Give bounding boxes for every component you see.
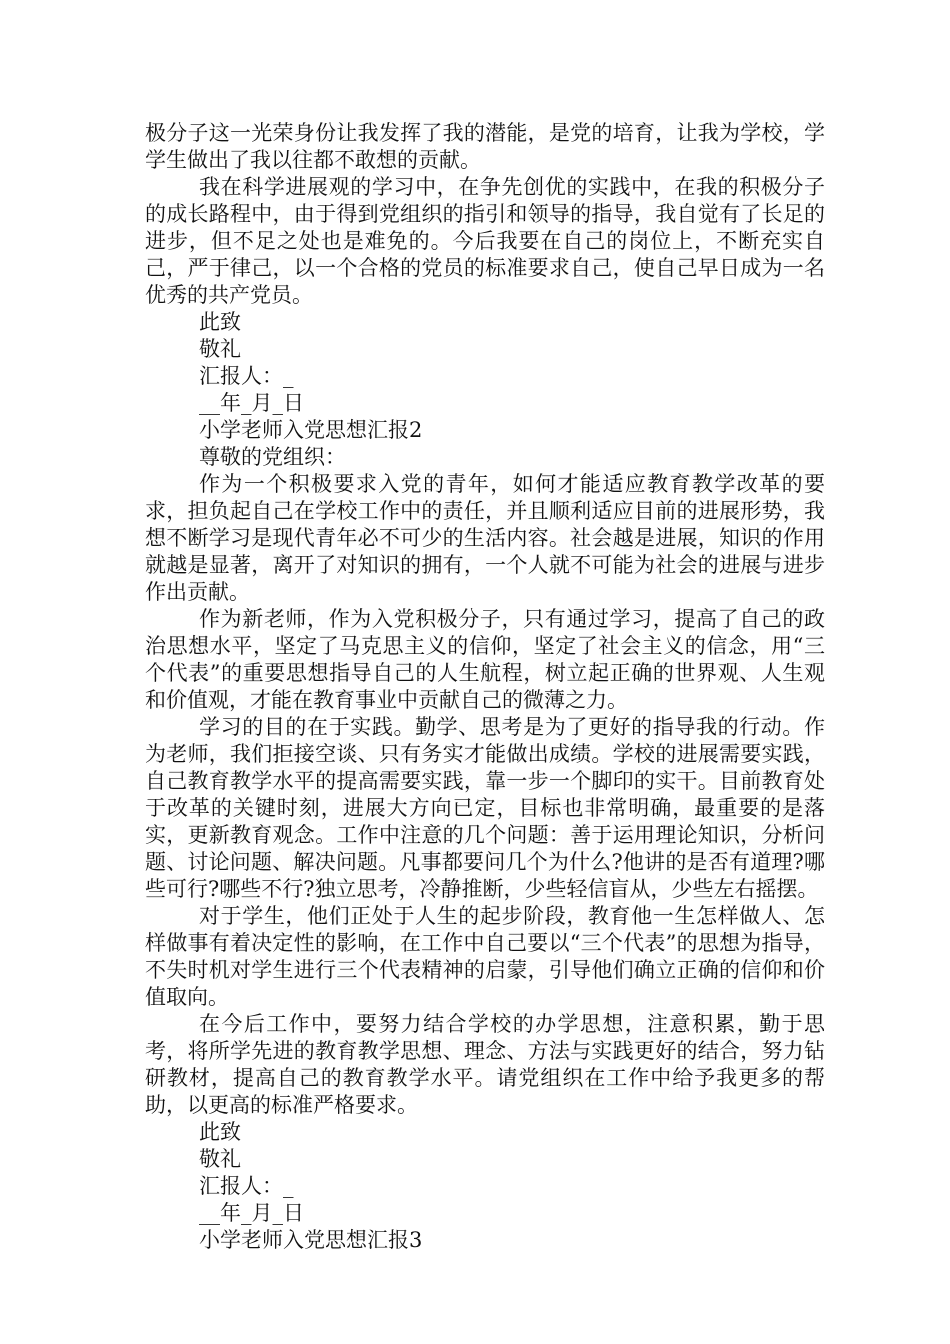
salutation: 尊敬的党组织：: [199, 445, 346, 469]
document-body: [145, 120, 825, 1254]
paragraph-future-work: 在今后工作中，要努力结合学校的办学思想，注意积累，勤于思考，将所学先进的教育教学思想、理念、方法与实践更好的结合，努力钻研教材，提高自己的教育教学水平。请党组织在工作中给予我更多的帮助，以更高的标准严格要求。: [145, 1012, 825, 1117]
closing-jingli: 敬礼: [199, 337, 241, 361]
closing-cizhi: 此致: [199, 310, 241, 334]
reporter-line: 汇报人：_: [199, 364, 294, 388]
reporter-line-2: 汇报人：_: [199, 1174, 294, 1198]
closing-cizhi-2: 此致: [199, 1120, 241, 1144]
paragraph-continuation: 极分子这一光荣身份让我发挥了我的潜能，是党的培育，让我为学校，学学生做出了我以往都不敢想的贡献。: [145, 121, 825, 172]
paragraph-youth: 作为一个积极要求入党的青年，如何才能适应教育教学改革的要求，担负起自己在学校工作中的责任，并且顺利适应目前的进展形势，我想不断学习是现代青年必不可少的生活内容。社会越是进展，知识的作用就越是显著，离开了对知识的拥有，一个人就不可能为社会的进展与进步作出贡献。: [145, 472, 825, 604]
section-title-3: 小学老师入党思想汇报3: [199, 1228, 423, 1252]
date-line-2: __年_月_日: [199, 1201, 304, 1225]
paragraph-reflection: 我在科学进展观的学习中，在争先创优的实践中，在我的积极分子的成长路程中，由于得到党组织的指引和领导的指导，我自觉有了长足的进步，但不足之处也是难免的。今后我要在自己的岗位上，不断充实自己，严于律己，以一个合格的党员的标准要求自己，使自己早日成为一名优秀的共产党员。: [145, 175, 825, 307]
paragraph-new-teacher: 作为新老师，作为入党积极分子，只有通过学习，提高了自己的政治思想水平，坚定了马克思主义的信仰，坚定了社会主义的信念，用“三个代表”的重要思想指导自己的人生航程，树立起正确的世界观、人生观和价值观，才能在教育事业中贡献自己的微薄之力。: [145, 607, 825, 712]
paragraph-students: 对于学生，他们正处于人生的起步阶段，教育他一生怎样做人、怎样做事有着决定性的影响，在工作中自己要以“三个代表”的思想为指导，不失时机对学生进行三个代表精神的启蒙，引导他们确立正确的信仰和价值取向。: [145, 904, 825, 1009]
closing-jingli-2: 敬礼: [199, 1147, 241, 1171]
date-line: __年_月_日: [199, 391, 304, 415]
paragraph-practice: 学习的目的在于实践。勤学、思考是为了更好的指导我的行动。作为老师，我们拒接空谈、只有务实才能做出成绩。学校的进展需要实践，自己教育教学水平的提高需要实践，靠一步一个脚印的实干。目前教育处于改革的关键时刻，进展大方向已定，目标也非常明确，最重要的是落实，更新教育观念。工作中注意的几个问题：善于运用理论知识，分析问题、讨论问题、解决问题。凡事都要问几个为什么?他讲的是否有道理?哪些可行?哪些不行?独立思考，冷静推断，少些轻信盲从，少些左右摇摆。: [145, 715, 825, 901]
section-title-2: 小学老师入党思想汇报2: [199, 418, 423, 442]
